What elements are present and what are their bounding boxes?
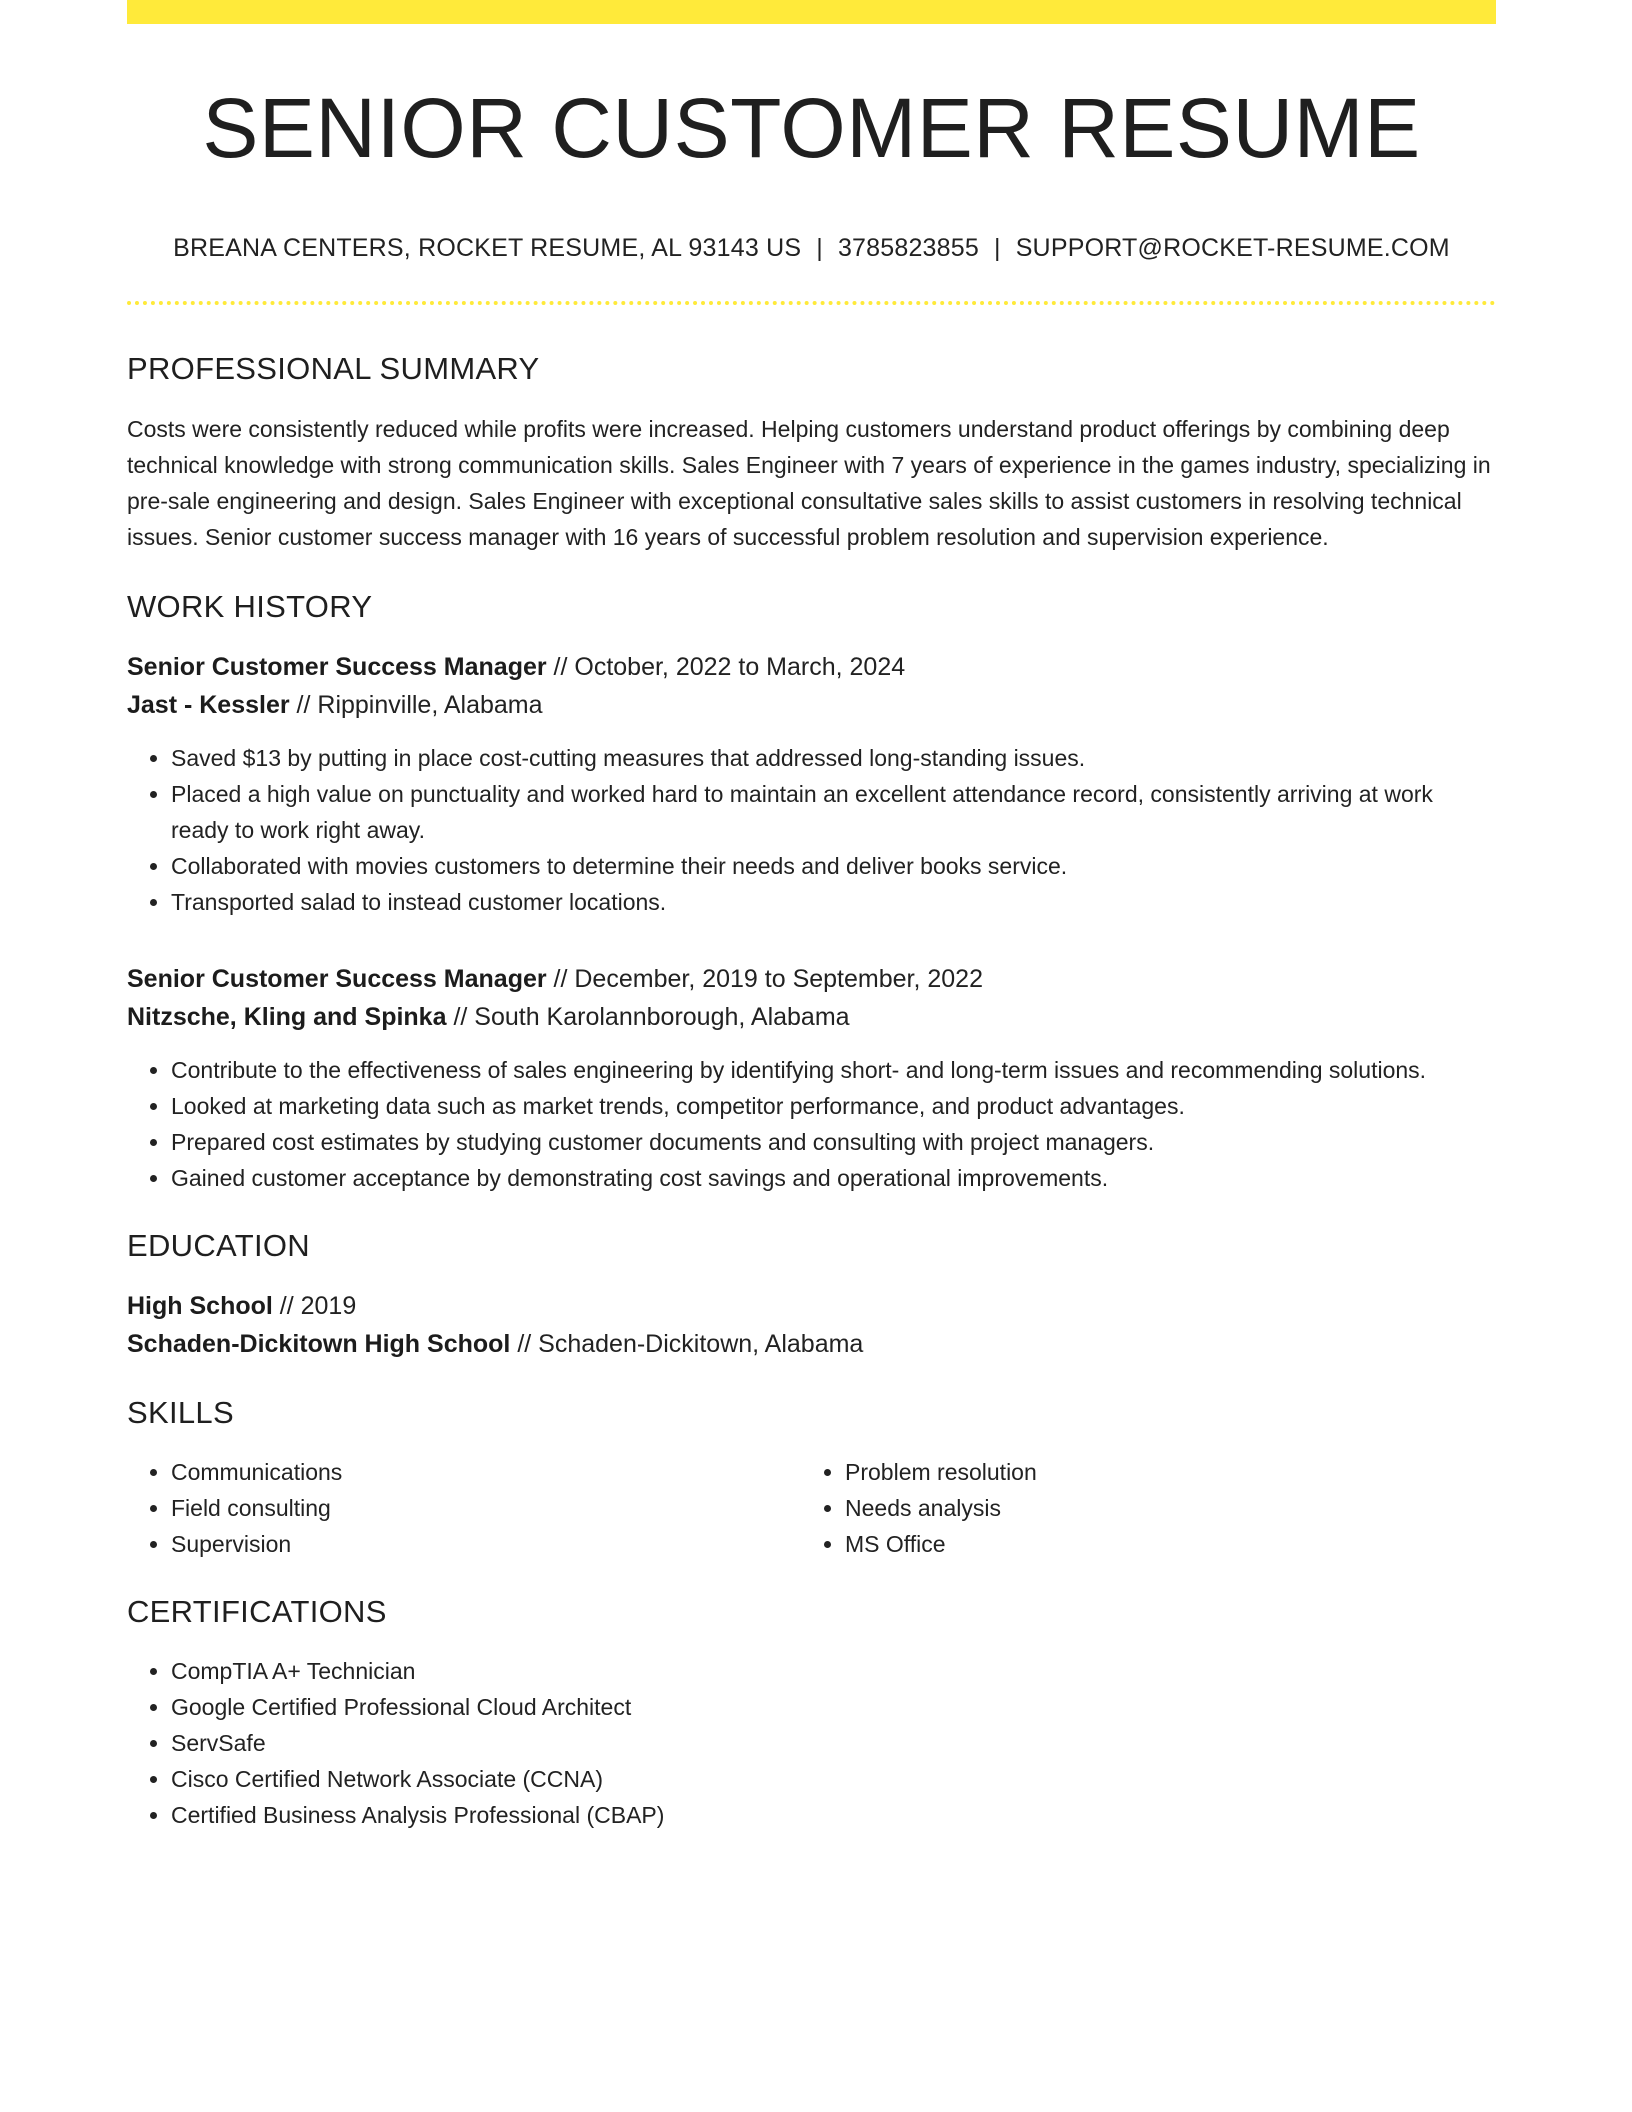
contact-address: BREANA CENTERS, ROCKET RESUME, AL 93143 US (173, 234, 802, 262)
education-location: // Schaden-Dickitown, Alabama (510, 1330, 864, 1358)
contact-email: SUPPORT@ROCKET-RESUME.COM (1015, 234, 1450, 262)
skill-item: • Field consulting (171, 1490, 801, 1526)
skill-item: • Supervision (171, 1526, 801, 1562)
resume-title: SENIOR CUSTOMER RESUME (202, 81, 1421, 175)
job-dates: // October, 2022 to March, 2024 (546, 653, 906, 681)
work-history-heading: WORK HISTORY (127, 589, 373, 624)
education-entry (127, 1287, 1496, 1363)
certifications-list (127, 1653, 1496, 1833)
resume-page (127, 0, 1496, 1833)
job-bullet: • Placed a high value on punctuality and worked hard to maintain an excellent attendance record, consistently arriving at work ready to work right away. (171, 776, 1496, 848)
certifications-heading: CERTIFICATIONS (127, 1594, 387, 1629)
job-bullet: • Looked at marketing data such as market trends, competitor performance, and product advantages. (171, 1088, 1496, 1124)
education-school: Schaden-Dickitown High School (127, 1330, 511, 1358)
accent-bar (127, 0, 1496, 24)
job-bullet: • Transported salad to instead customer locations. (171, 884, 1496, 920)
skills-columns (127, 1454, 1496, 1562)
certification-item: • Google Certified Professional Cloud Architect (171, 1689, 1496, 1725)
job-entry (127, 648, 1496, 920)
education-degree: High School (127, 1292, 273, 1320)
job-bullet: • Collaborated with movies customers to determine their needs and deliver books service. (171, 848, 1496, 884)
skills-heading: SKILLS (127, 1395, 234, 1430)
education-year: // 2019 (272, 1292, 357, 1320)
contact-separator: | (816, 234, 823, 262)
certification-item: • Cisco Certified Network Associate (CCNA) (171, 1761, 1496, 1797)
job-company-line (127, 686, 1496, 724)
job-title: Senior Customer Success Manager (127, 653, 547, 681)
contact-line (127, 236, 1496, 261)
job-location: // South Karolannborough, Alabama (446, 1003, 850, 1031)
job-title-line (127, 648, 1496, 686)
job-company-line (127, 998, 1496, 1036)
job-bullet: • Saved $13 by putting in place cost-cutting measures that addressed long-standing issues. (171, 740, 1496, 776)
dotted-divider (127, 301, 1496, 305)
certification-item: • CompTIA A+ Technician (171, 1653, 1496, 1689)
job-bullets (127, 740, 1496, 920)
skill-item: • MS Office (845, 1526, 1475, 1562)
job-bullet: • Contribute to the effectiveness of sales engineering by identifying short- and long-term issues and recommending solutions. (171, 1052, 1496, 1088)
job-dates: // December, 2019 to September, 2022 (546, 965, 983, 993)
education-degree-line (127, 1287, 1496, 1325)
job-company: Nitzsche, Kling and Spinka (127, 1003, 447, 1031)
skills-left-list (127, 1454, 801, 1562)
skill-item: • Problem resolution (845, 1454, 1475, 1490)
certification-item: • Certified Business Analysis Professional (CBAP) (171, 1797, 1496, 1833)
job-bullet: • Gained customer acceptance by demonstrating cost savings and operational improvements. (171, 1160, 1496, 1196)
summary-heading: PROFESSIONAL SUMMARY (127, 351, 540, 386)
skill-item: • Needs analysis (845, 1490, 1475, 1526)
job-bullet: • Prepared cost estimates by studying customer documents and consulting with project managers. (171, 1124, 1496, 1160)
education-school-line (127, 1325, 1496, 1363)
summary-text: Costs were consistently reduced while profits were increased. Helping customers understand product offerings by combining deep technical knowledge with strong communication skills. Sales Engineer with 7 years of experience in the games industry, specializing in pre-sale engineering and design. Sales Engineer with exceptional consultative sales skills to assist customers in resolving technical issues. Senior customer success manager with 16 years of successful problem resolution and supervision experience. (127, 416, 1491, 550)
job-entry (127, 960, 1496, 1196)
job-bullets (127, 1052, 1496, 1196)
skill-item: • Communications (171, 1454, 801, 1490)
job-title-line (127, 960, 1496, 998)
contact-phone: 3785823855 (837, 234, 979, 262)
job-title: Senior Customer Success Manager (127, 965, 547, 993)
job-company: Jast - Kessler (127, 691, 290, 719)
education-heading: EDUCATION (127, 1228, 310, 1263)
contact-separator: | (993, 234, 1001, 262)
job-location: // Rippinville, Alabama (289, 691, 543, 719)
skills-right-list (801, 1454, 1475, 1562)
certification-item: • ServSafe (171, 1725, 1496, 1761)
